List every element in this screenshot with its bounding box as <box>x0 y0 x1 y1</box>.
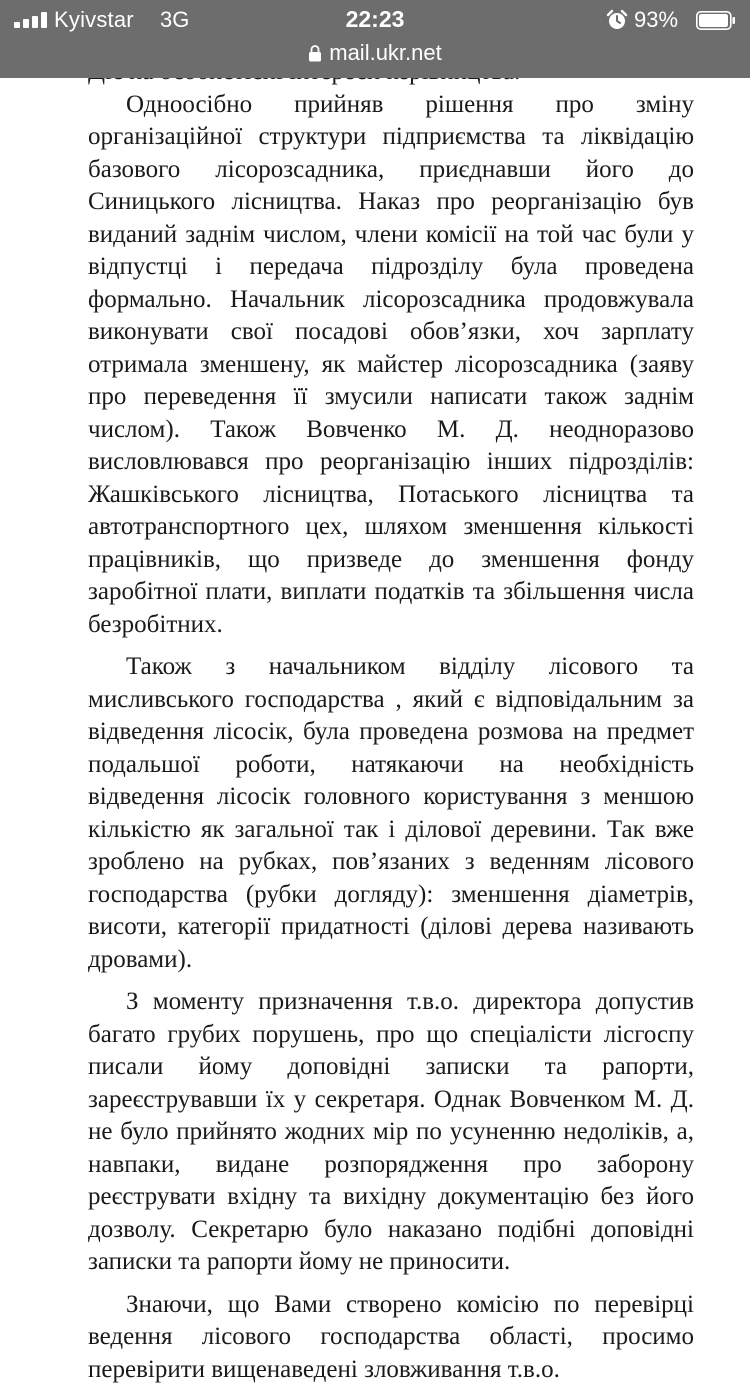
paragraph: З моменту призначення т.в.о. директора допустив багато грубих порушень, про що спеціалісти лісгоспу писали йому доповідні записки та рапорти, зареєструвавши їх у секретаря. Однак Вовченком М. Д. не було прийнято жодних мір по усуненню недоліків, а, навпаки, видане розпорядження про заборону реєструвати вхідну та вихідну документацію без його дозволу. Секретарю було наказано подібні доповідні записки та рапорти йому не приносити. <box>88 986 694 1279</box>
alarm-icon <box>606 9 628 31</box>
battery-icon <box>696 11 736 30</box>
paragraph: Одноосібно прийняв рішення про зміну організаційної структури підприємства та ліквідацію базового лісорозсадника, приєднавши його до Синицького лісництва. Наказ про реорганізацію був виданий заднім числом, члени комісії на той час були у відпустці і передача підрозділу була проведена формально. Начальник лісорозсадника продовжувала виконувати свої посадові обов’язки, хоч зарплату отримала зменшену, як майстер лісорозсадника (заяву про переведення її змусили написати також заднім числом). Також Вовченко М. Д. неодноразово висловлювався про реорганізацію інших підрозділів: Жашківського лісництва, Потаського лісництва та автотранспортного цех, шляхом зменшення кількості працівників, що призведе до зменшення фонду заробітної плати, виплати податків та збільшення числа безробітних. <box>88 89 694 642</box>
status-bar <box>0 0 750 40</box>
paragraph: Також з начальником відділу лісового та мисливського господарства , який є відповідальним за відведення лісосік, була проведена розмова на предмет подальшої роботи, натякаючи на необхідність відведення лісосік головного користування з меншою кількістю як загальної так і ділової деревини. Так вже зроблено на рубках, пов’язаних з веденням лісового господарства (рубки догляду): зменшення діаметрів, висоти, категорії придатності (ділові дерева називають дровами). <box>88 651 694 976</box>
battery-percent: 93% <box>634 7 678 33</box>
lock-icon <box>308 44 322 62</box>
network-type: 3G <box>160 7 189 33</box>
browser-top-bar <box>0 0 750 78</box>
paragraph: Знаючи, що Вами створено комісію по перевірці ведення лісового господарства області, просимо перевірити вищенаведені зловживання т.в.о. <box>88 1289 694 1386</box>
url-bar[interactable] <box>0 40 750 74</box>
status-time: 22:23 <box>0 6 750 33</box>
url-text: mail.ukr.net <box>329 40 442 66</box>
carrier-name: Kyivstar <box>54 7 134 33</box>
letter-document <box>88 56 694 1386</box>
